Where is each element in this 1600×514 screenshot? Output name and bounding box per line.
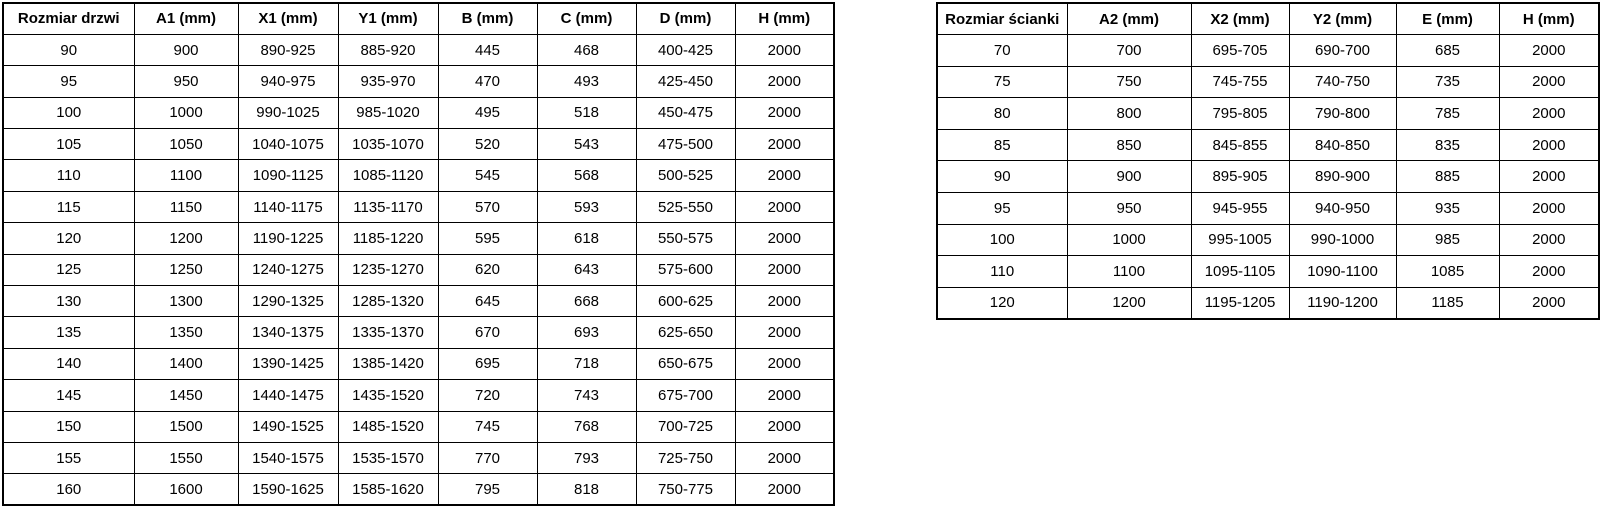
table-cell: 85 [937,129,1067,161]
table-cell: 700 [1067,35,1191,67]
table-cell: 1135-1170 [338,191,438,222]
table-cell: 105 [3,129,134,160]
table-row [937,224,1599,256]
table-cell: 135 [3,317,134,348]
table-row [3,191,834,222]
table-cell: 1385-1420 [338,348,438,379]
table-cell: 1285-1320 [338,286,438,317]
table-cell: 645 [438,286,537,317]
table-cell: 695-705 [1191,35,1289,67]
table-cell: 1335-1370 [338,317,438,348]
wall-size-table-body [937,35,1599,319]
column-header: D (mm) [636,3,735,34]
table-cell: 818 [537,474,636,505]
table-cell: 1235-1270 [338,254,438,285]
table-cell: 1440-1475 [238,380,338,411]
table-cell: 110 [3,160,134,191]
table-cell: 520 [438,129,537,160]
table-cell: 2000 [735,442,834,473]
table-cell: 150 [3,411,134,442]
table-cell: 1435-1520 [338,380,438,411]
column-header: A2 (mm) [1067,3,1191,35]
table-cell: 950 [1067,193,1191,225]
table-cell: 1200 [1067,287,1191,319]
table-row [937,287,1599,319]
table-cell: 2000 [735,411,834,442]
table-cell: 885 [1396,161,1499,193]
column-header: X1 (mm) [238,3,338,34]
table-row [937,66,1599,98]
table-cell: 1050 [134,129,238,160]
table-cell: 1585-1620 [338,474,438,505]
table-cell: 2000 [1499,256,1599,288]
table-cell: 145 [3,380,134,411]
table-cell: 1190-1225 [238,223,338,254]
table-cell: 2000 [735,34,834,65]
table-cell: 720 [438,380,537,411]
table-cell: 1195-1205 [1191,287,1289,319]
table-cell: 890-900 [1289,161,1396,193]
table-row [937,129,1599,161]
table-cell: 1185-1220 [338,223,438,254]
table-cell: 140 [3,348,134,379]
table-cell: 900 [1067,161,1191,193]
table-cell: 1090-1100 [1289,256,1396,288]
table-cell: 1290-1325 [238,286,338,317]
table-cell: 120 [937,287,1067,319]
column-header: Y2 (mm) [1289,3,1396,35]
table-cell: 768 [537,411,636,442]
table-cell: 940-950 [1289,193,1396,225]
table-cell: 595 [438,223,537,254]
wall-size-table [936,2,1600,320]
table-cell: 1000 [1067,224,1191,256]
table-cell: 685 [1396,35,1499,67]
table-row [937,256,1599,288]
table-cell: 945-955 [1191,193,1289,225]
table-cell: 1535-1570 [338,442,438,473]
table-cell: 1000 [134,97,238,128]
table-cell: 475-500 [636,129,735,160]
table-cell: 1085-1120 [338,160,438,191]
table-row [3,34,834,65]
table-cell: 790-800 [1289,98,1396,130]
table-cell: 400-425 [636,34,735,65]
table-cell: 425-450 [636,66,735,97]
table-cell: 900 [134,34,238,65]
table-cell: 1550 [134,442,238,473]
table-cell: 2000 [735,191,834,222]
table-cell: 935 [1396,193,1499,225]
column-header: E (mm) [1396,3,1499,35]
table-cell: 950 [134,66,238,97]
table-cell: 493 [537,66,636,97]
table-cell: 1035-1070 [338,129,438,160]
table-row [3,129,834,160]
header-row [3,3,834,34]
table-cell: 450-475 [636,97,735,128]
table-cell: 690-700 [1289,35,1396,67]
column-header: Rozmiar drzwi [3,3,134,34]
table-cell: 2000 [735,223,834,254]
table-cell: 940-975 [238,66,338,97]
table-cell: 110 [937,256,1067,288]
table-cell: 2000 [735,380,834,411]
table-cell: 1090-1125 [238,160,338,191]
table-row [3,348,834,379]
table-cell: 845-855 [1191,129,1289,161]
table-cell: 2000 [1499,161,1599,193]
table-cell: 718 [537,348,636,379]
table-cell: 1590-1625 [238,474,338,505]
table-cell: 1150 [134,191,238,222]
table-cell: 2000 [735,474,834,505]
table-cell: 2000 [735,254,834,285]
table-cell: 2000 [735,129,834,160]
table-cell: 1540-1575 [238,442,338,473]
door-size-table [2,2,835,506]
table-cell: 743 [537,380,636,411]
table-cell: 2000 [1499,224,1599,256]
table-cell: 550-575 [636,223,735,254]
table-cell: 985 [1396,224,1499,256]
table-cell: 625-650 [636,317,735,348]
table-row [3,254,834,285]
table-cell: 693 [537,317,636,348]
door-size-table-body [3,34,834,505]
table-cell: 2000 [1499,35,1599,67]
table-cell: 1085 [1396,256,1499,288]
table-cell: 643 [537,254,636,285]
table-cell: 675-700 [636,380,735,411]
column-header: X2 (mm) [1191,3,1289,35]
table-cell: 593 [537,191,636,222]
table-cell: 115 [3,191,134,222]
table-cell: 500-525 [636,160,735,191]
table-cell: 1300 [134,286,238,317]
table-cell: 795-805 [1191,98,1289,130]
table-cell: 990-1000 [1289,224,1396,256]
table-cell: 75 [937,66,1067,98]
table-cell: 1200 [134,223,238,254]
table-cell: 1600 [134,474,238,505]
table-cell: 800 [1067,98,1191,130]
table-cell: 740-750 [1289,66,1396,98]
table-cell: 935-970 [338,66,438,97]
table-row [937,35,1599,67]
table-cell: 1250 [134,254,238,285]
table-cell: 1350 [134,317,238,348]
table-cell: 1040-1075 [238,129,338,160]
table-cell: 2000 [1499,129,1599,161]
table-cell: 890-925 [238,34,338,65]
table-cell: 125 [3,254,134,285]
table-cell: 600-625 [636,286,735,317]
table-cell: 995-1005 [1191,224,1289,256]
table-row [3,317,834,348]
table-cell: 2000 [1499,98,1599,130]
table-cell: 445 [438,34,537,65]
table-cell: 1240-1275 [238,254,338,285]
table-cell: 895-905 [1191,161,1289,193]
table-row [3,442,834,473]
table-cell: 120 [3,223,134,254]
table-cell: 695 [438,348,537,379]
table-cell: 70 [937,35,1067,67]
table-row [937,193,1599,225]
table-cell: 2000 [735,286,834,317]
table-cell: 840-850 [1289,129,1396,161]
table-cell: 160 [3,474,134,505]
table-cell: 575-600 [636,254,735,285]
table-cell: 2000 [735,66,834,97]
table-cell: 793 [537,442,636,473]
table-cell: 2000 [1499,287,1599,319]
table-cell: 700-725 [636,411,735,442]
table-cell: 1400 [134,348,238,379]
table-cell: 570 [438,191,537,222]
table-cell: 95 [937,193,1067,225]
table-cell: 2000 [735,317,834,348]
table-cell: 1340-1375 [238,317,338,348]
table-row [3,411,834,442]
table-cell: 985-1020 [338,97,438,128]
table-cell: 495 [438,97,537,128]
table-cell: 155 [3,442,134,473]
table-cell: 518 [537,97,636,128]
column-header: H (mm) [1499,3,1599,35]
table-row [3,97,834,128]
table-cell: 620 [438,254,537,285]
table-cell: 1450 [134,380,238,411]
table-cell: 1095-1105 [1191,256,1289,288]
table-cell: 835 [1396,129,1499,161]
table-cell: 750-775 [636,474,735,505]
table-cell: 470 [438,66,537,97]
table-cell: 795 [438,474,537,505]
table-row [3,66,834,97]
column-header: Y1 (mm) [338,3,438,34]
table-row [3,223,834,254]
table-cell: 650-675 [636,348,735,379]
table-cell: 80 [937,98,1067,130]
table-cell: 1100 [1067,256,1191,288]
table-cell: 850 [1067,129,1191,161]
table-cell: 100 [937,224,1067,256]
header-row [937,3,1599,35]
table-cell: 90 [937,161,1067,193]
table-row [3,380,834,411]
wall-size-table-header [937,3,1599,35]
table-cell: 1485-1520 [338,411,438,442]
table-cell: 990-1025 [238,97,338,128]
table-cell: 95 [3,66,134,97]
table-cell: 100 [3,97,134,128]
table-cell: 770 [438,442,537,473]
door-size-table-header [3,3,834,34]
table-row [3,160,834,191]
table-cell: 2000 [735,97,834,128]
table-cell: 543 [537,129,636,160]
table-cell: 670 [438,317,537,348]
table-cell: 745-755 [1191,66,1289,98]
column-header: B (mm) [438,3,537,34]
column-header: C (mm) [537,3,636,34]
table-cell: 90 [3,34,134,65]
table-cell: 2000 [735,160,834,191]
table-cell: 1490-1525 [238,411,338,442]
table-cell: 1500 [134,411,238,442]
table-cell: 785 [1396,98,1499,130]
table-cell: 468 [537,34,636,65]
table-cell: 668 [537,286,636,317]
table-cell: 2000 [1499,66,1599,98]
table-cell: 1390-1425 [238,348,338,379]
table-cell: 1190-1200 [1289,287,1396,319]
column-header: H (mm) [735,3,834,34]
table-cell: 1185 [1396,287,1499,319]
table-cell: 618 [537,223,636,254]
table-cell: 525-550 [636,191,735,222]
table-cell: 545 [438,160,537,191]
column-header: A1 (mm) [134,3,238,34]
table-cell: 130 [3,286,134,317]
table-row [3,286,834,317]
table-cell: 2000 [1499,193,1599,225]
column-header: Rozmiar ścianki [937,3,1067,35]
table-cell: 1140-1175 [238,191,338,222]
table-cell: 1100 [134,160,238,191]
table-cell: 725-750 [636,442,735,473]
table-row [937,98,1599,130]
table-cell: 2000 [735,348,834,379]
table-cell: 750 [1067,66,1191,98]
table-cell: 885-920 [338,34,438,65]
table-row [937,161,1599,193]
table-cell: 745 [438,411,537,442]
table-cell: 735 [1396,66,1499,98]
table-cell: 568 [537,160,636,191]
table-row [3,474,834,505]
